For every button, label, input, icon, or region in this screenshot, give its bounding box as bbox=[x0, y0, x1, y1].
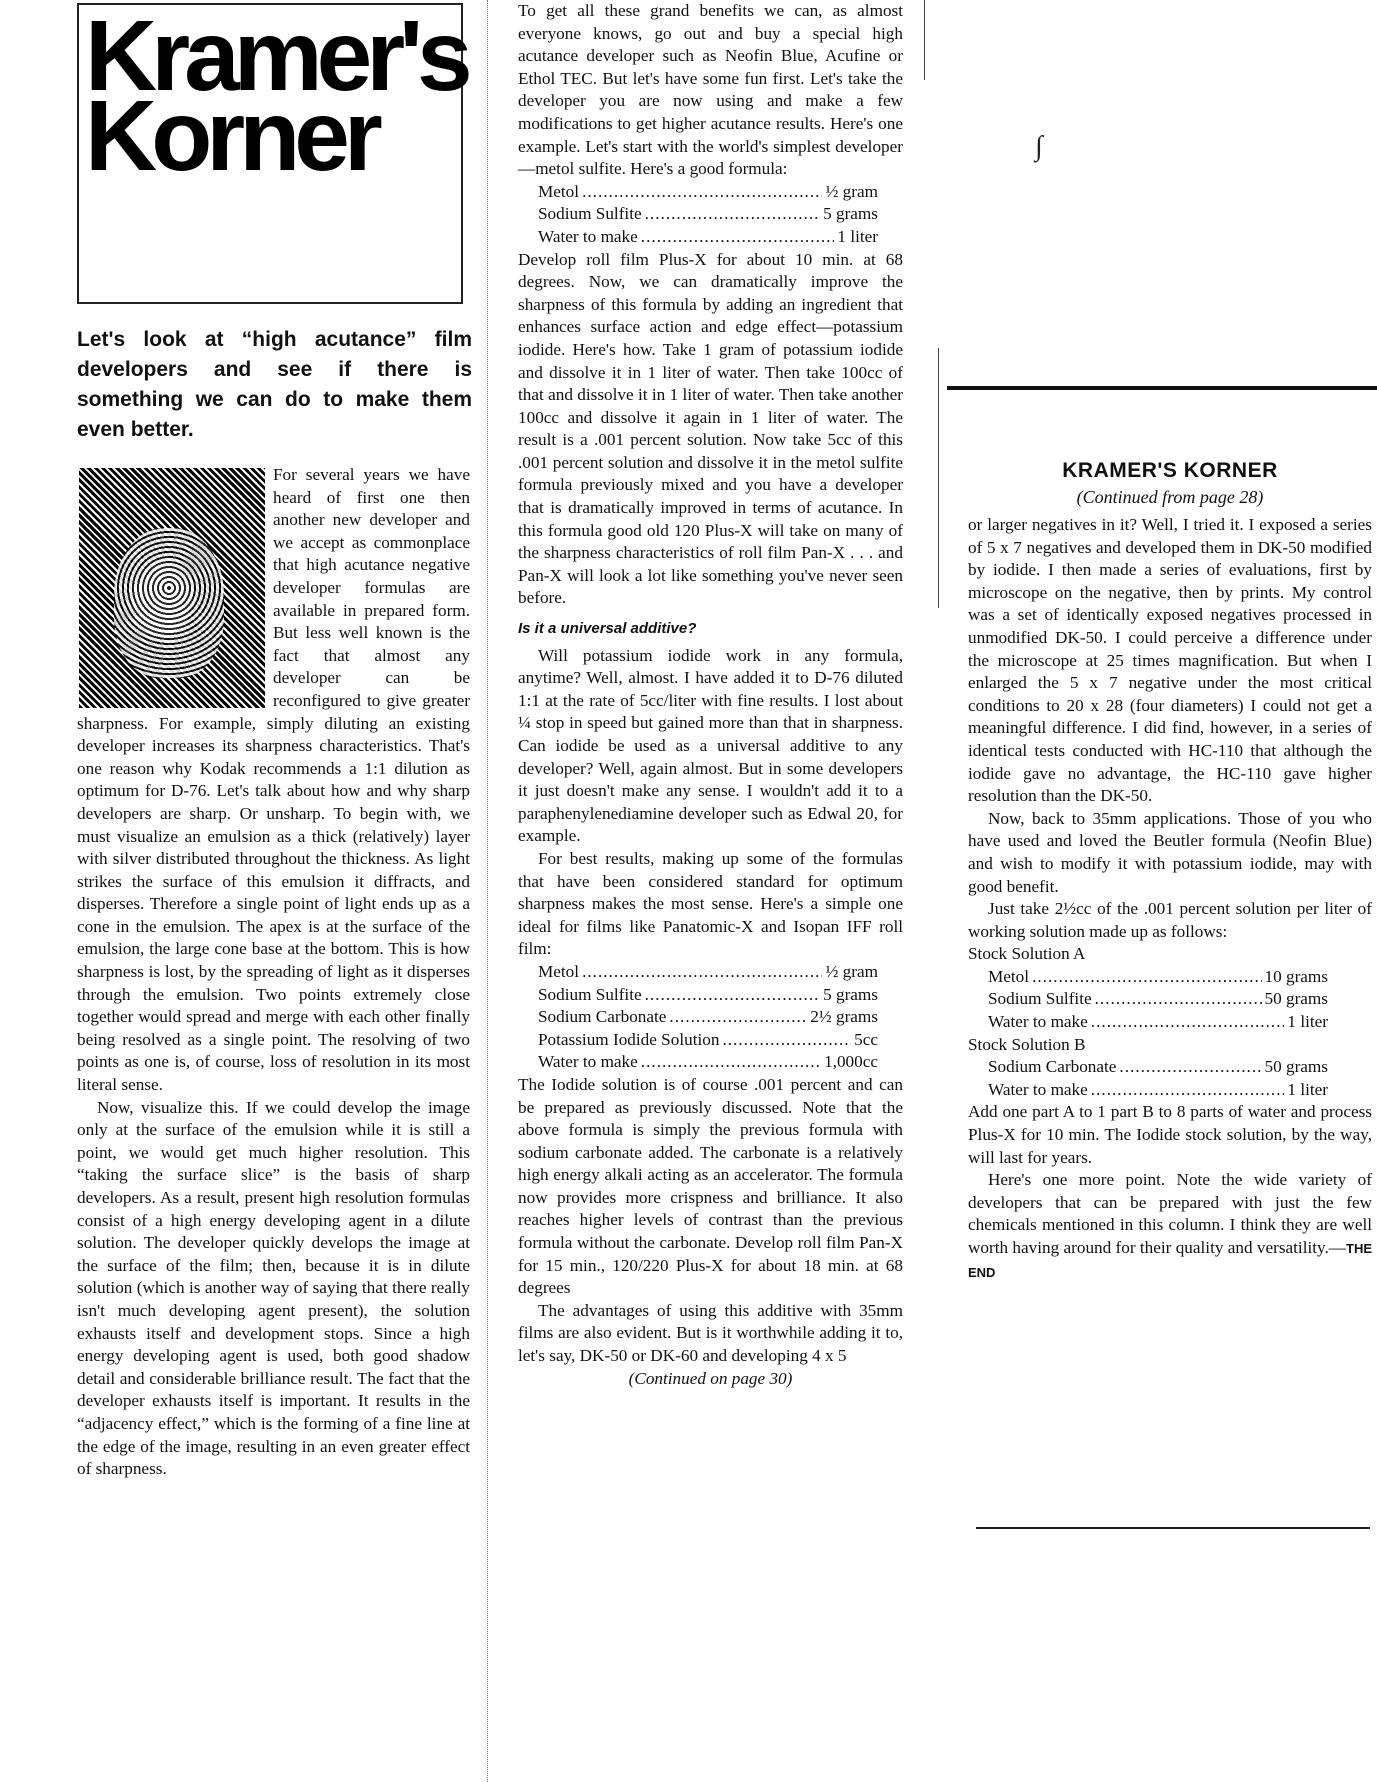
formula-stock-b bbox=[968, 1056, 1328, 1101]
amount: 50 grams bbox=[1264, 989, 1328, 1009]
end-rule bbox=[976, 1527, 1370, 1529]
column-divider-2b bbox=[938, 348, 939, 608]
col2-after-formula-1: Develop roll film Plus-X for about 10 min. at 68 degrees. Now, we can dramatically improve the sharpness of this formula by adding an ingredient that enhances surface action and edge effect—potassium iodide. Here's how. Take 1 gram of potassium iodide and dissolve it in 1 liter of water. Then take 100cc of that and dissolve it in 1 liter of water. Then take another 100cc and dissolve it again in 1 liter of water. The result is a .001 percent solution. Now take 5cc of this .001 percent solution and dissolve it in the metol sulfite formula previously mixed and you have a developer that is dramatically improved in terms of acutance. In this formula good old 120 Plus-X will take on many of the sharpness characteristics of roll film Pan-X . . . and Pan-X will look a lot like something you've never seen before. bbox=[518, 249, 903, 608]
col2-best-results-paragraph: For best results, making up some of the formulas that have been considered standard for optimum sharpness makes the most sense. Here's a simple one ideal for films like Panatomic-X and Isopan IFF roll film: bbox=[518, 848, 903, 959]
amount: 1,000cc bbox=[824, 1052, 878, 1072]
subhead-universal-additive: Is it a universal additive? bbox=[518, 620, 697, 638]
leader-dots bbox=[1032, 966, 1261, 989]
leader-dots bbox=[1119, 1056, 1261, 1079]
amount: 2½ grams bbox=[810, 1007, 878, 1027]
article-deck: Let's look at “high acutance” film developers and see if there is something we can do to make them even better. bbox=[77, 328, 472, 441]
formula-stock-a bbox=[968, 966, 1328, 1034]
col3-paragraph-5-text: Here's one more point. Note the wide variety of developers that can be prepared with just the few chemicals mentioned in this column. I think they are well worth having around for their quality and versatility.— bbox=[968, 1170, 1372, 1257]
continued-from-link[interactable]: (Continued from page 28) bbox=[1076, 487, 1264, 507]
leader-dots bbox=[1091, 1011, 1285, 1034]
ingredient: Sodium Sulfite bbox=[988, 989, 1092, 1009]
formula-with-carbonate bbox=[518, 961, 878, 1074]
ingredient: Metol bbox=[538, 961, 580, 981]
leader-dots bbox=[582, 961, 822, 984]
formula-row bbox=[538, 1029, 878, 1052]
formula-row bbox=[538, 226, 878, 249]
ingredient: Water to make bbox=[538, 1052, 638, 1072]
formula-row bbox=[988, 1079, 1328, 1102]
ingredient: Water to make bbox=[988, 1079, 1088, 1099]
ingredient: Water to make bbox=[988, 1012, 1088, 1032]
ingredient: Sodium Sulfite bbox=[538, 204, 642, 224]
continued-heading: KRAMER'S KORNER bbox=[1062, 459, 1278, 482]
ingredient: Metol bbox=[538, 181, 580, 201]
leader-dots bbox=[722, 1029, 851, 1052]
formula-row bbox=[988, 1011, 1328, 1034]
masthead-box bbox=[77, 0, 467, 304]
stock-a-label: Stock Solution A bbox=[968, 944, 1086, 964]
col3-paragraph-4: Add one part A to 1 part B to 8 parts of water and process Plus-X for 10 min. The Iodide stock solution, by the way, will last for years. bbox=[968, 1102, 1372, 1167]
column-1 bbox=[77, 464, 470, 1481]
section-rule bbox=[947, 386, 1377, 390]
leader-dots bbox=[645, 984, 820, 1007]
formula-row bbox=[538, 181, 878, 204]
leader-dots bbox=[669, 1006, 807, 1029]
formula-row bbox=[538, 1006, 878, 1029]
formula-row bbox=[538, 984, 878, 1007]
formula-row bbox=[538, 1051, 878, 1074]
formula-row bbox=[538, 961, 878, 984]
col3-paragraph-2: Now, back to 35mm applications. Those of you who have used and loved the Beutler formula (Neofin Blue) and wish to modify it with potassium iodide, may with good benefit. bbox=[968, 808, 1372, 896]
stray-mark-icon: ∫ bbox=[1035, 131, 1043, 162]
amount: 1 liter bbox=[1287, 1079, 1328, 1099]
leader-dots bbox=[1091, 1079, 1285, 1102]
the-end-mark: THE END bbox=[968, 1241, 1372, 1280]
col2-intro: To get all these grand benefits we can, as almost everyone knows, go out and buy a special high acutance developer such as Neofin Blue, Acufine or Ethol TEC. But let's have some fun first. Let's take the developer you are now using and make a few modifications to get higher acutance results. Here's one example. Let's start with the world's simplest developer—metol sulfite. Here's a good formula: bbox=[518, 1, 903, 179]
col3-paragraph-3: Just take 2½cc of the .001 percent solution per liter of working solution made up as follows: bbox=[968, 899, 1372, 941]
col2-advantages-paragraph: The advantages of using this additive with 35mm films are also evident. But is it worthwhile adding it to, let's say, DK-50 or DK-60 and developing 4 x 5 bbox=[518, 1300, 903, 1366]
column-2 bbox=[518, 0, 903, 1390]
col1-paragraph-2: Now, visualize this. If we could develop the image only at the surface of the emulsion while it is still a point, we would get much higher resolution. This “taking the surface slice” is the basis of sharp developers. As a result, present high resolution formulas consist of a high energy developing agent in a dilute solution. The developer quickly develops the image at the surface of the film; then, because it is in dilute solution (which is another way of saying that there really isn't much developing agent present), the solution exhausts itself and development stops. Since a high energy developing agent is used, both good shadow detail and considerable brilliance result. The fact that the developer exhausts itself is important. It results in the “adjacency effect,” which is the forming of a fine line at the edge of the image, resulting in an even greater effect of sharpness. bbox=[77, 1097, 470, 1479]
masthead-title-line1: Kramer's bbox=[85, 0, 467, 112]
ingredient: Potassium Iodide Solution bbox=[538, 1029, 720, 1049]
ingredient: Sodium Carbonate bbox=[538, 1007, 667, 1027]
amount: ½ gram bbox=[825, 961, 878, 981]
formula-row bbox=[988, 966, 1328, 989]
amount: 50 grams bbox=[1264, 1057, 1328, 1077]
column-divider-2a bbox=[924, 0, 925, 80]
stock-b-label: Stock Solution B bbox=[968, 1034, 1086, 1054]
masthead-title-line2: Korner bbox=[85, 80, 377, 192]
leader-dots bbox=[1095, 988, 1262, 1011]
amount: 10 grams bbox=[1264, 966, 1328, 986]
amount: 1 liter bbox=[837, 226, 878, 246]
ingredient: Sodium Sulfite bbox=[538, 984, 642, 1004]
amount: ½ gram bbox=[825, 181, 878, 201]
ingredient: Sodium Carbonate bbox=[988, 1057, 1117, 1077]
column-3 bbox=[968, 458, 1372, 1284]
amount: 5 grams bbox=[823, 204, 878, 224]
formula-row bbox=[538, 203, 878, 226]
leader-dots bbox=[641, 1051, 821, 1074]
leader-dots bbox=[582, 181, 822, 204]
col2-additive-paragraph: Will potassium iodide work in any formula, anytime? Well, almost. I have added it to D-76 diluted 1:1 at the rate of 5cc/liter with fine results. I lost about ¼ stop in speed but gained more than that in sharpness. Can iodide be used as a universal additive to any developer? Well, again almost. But in some developers it just doesn't make any sense. I wouldn't add it to a paraphenylenediamine developer such as Edwal 20, for example. bbox=[518, 645, 903, 846]
continued-on-link[interactable]: (Continued on page 30) bbox=[628, 1368, 793, 1388]
col1-paragraph-1: For several years we have heard of first one then another new developer and we accept as commonplace that high acutance negative developer formulas are available in prepared form. But less well known is the fact that almost any developer can be reconfigured to give greater sharpness. For example, simply diluting an existing developer increases its sharpness characteristics. That's one reason why Kodak recommends a 1:1 dilution as optimum for D-76. Let's talk about how and why sharp developers are sharp. Or unsharp. To begin with, we must visualize an emulsion as a thick (relatively) layer with silver distributed throughout the thickness. As light strikes the surface of this emulsion it diffracts, and disperses. Therefore a single point of light ends up as a cone in the emulsion. The apex is at the surface of the emulsion, the large cone base at the bottom. This is how sharpness is lost, by the spreading of light as it disperses through the emulsion. Two points extremely close together would spread and merge with each other finally being resolved as a single point. The resolving of two points as one is, of course, loss of resolution in its most literal sense. bbox=[77, 465, 470, 1095]
col3-paragraph-1: or larger negatives in it? Well, I tried it. I exposed a series of 5 x 7 negatives and developed them in DK-50 modified by iodide. I then made a series of evaluations, first by microscope on the negative, then by prints. My control was a set of identically exposed negatives processed in unmodified DK-50. I could perceive a difference under the microscope at 25 times magnification. But when I enlarged the 5 x 7 negative under the most critical conditions to 20 x 28 (four diameters) I could not get a meaningful difference. I did find, however, in a series of identical tests conducted with HC-110 that although the iodide gave no advantage, the HC-110 gave higher resolution than the DK-50. bbox=[968, 515, 1372, 806]
leader-dots bbox=[645, 203, 820, 226]
col2-after-formula-2: The Iodide solution is of course .001 percent and can be prepared as previously discussed. Note that the above formula is simply the previous formula with sodium carbonate added. The carbonate is a relatively high energy alkali acting as an accelerator. The formula now provides more crispness and brilliance. It also reaches higher levels of contrast than the previous formula without the carbonate. Develop roll film Pan-X for 15 min., 120/220 Plus-X for about 18 min. at 68 degrees bbox=[518, 1074, 903, 1298]
formula-metol-sulfite bbox=[518, 181, 878, 249]
amount: 1 liter bbox=[1287, 1012, 1328, 1032]
ingredient: Metol bbox=[988, 966, 1030, 986]
amount: 5cc bbox=[854, 1029, 878, 1049]
formula-row bbox=[988, 1056, 1328, 1079]
column-divider-1 bbox=[487, 0, 489, 1782]
col3-paragraph-5 bbox=[968, 1169, 1372, 1284]
amount: 5 grams bbox=[823, 984, 878, 1004]
portrait-float-space bbox=[77, 464, 273, 708]
ingredient: Water to make bbox=[538, 226, 638, 246]
leader-dots bbox=[641, 226, 835, 249]
formula-row bbox=[988, 988, 1328, 1011]
